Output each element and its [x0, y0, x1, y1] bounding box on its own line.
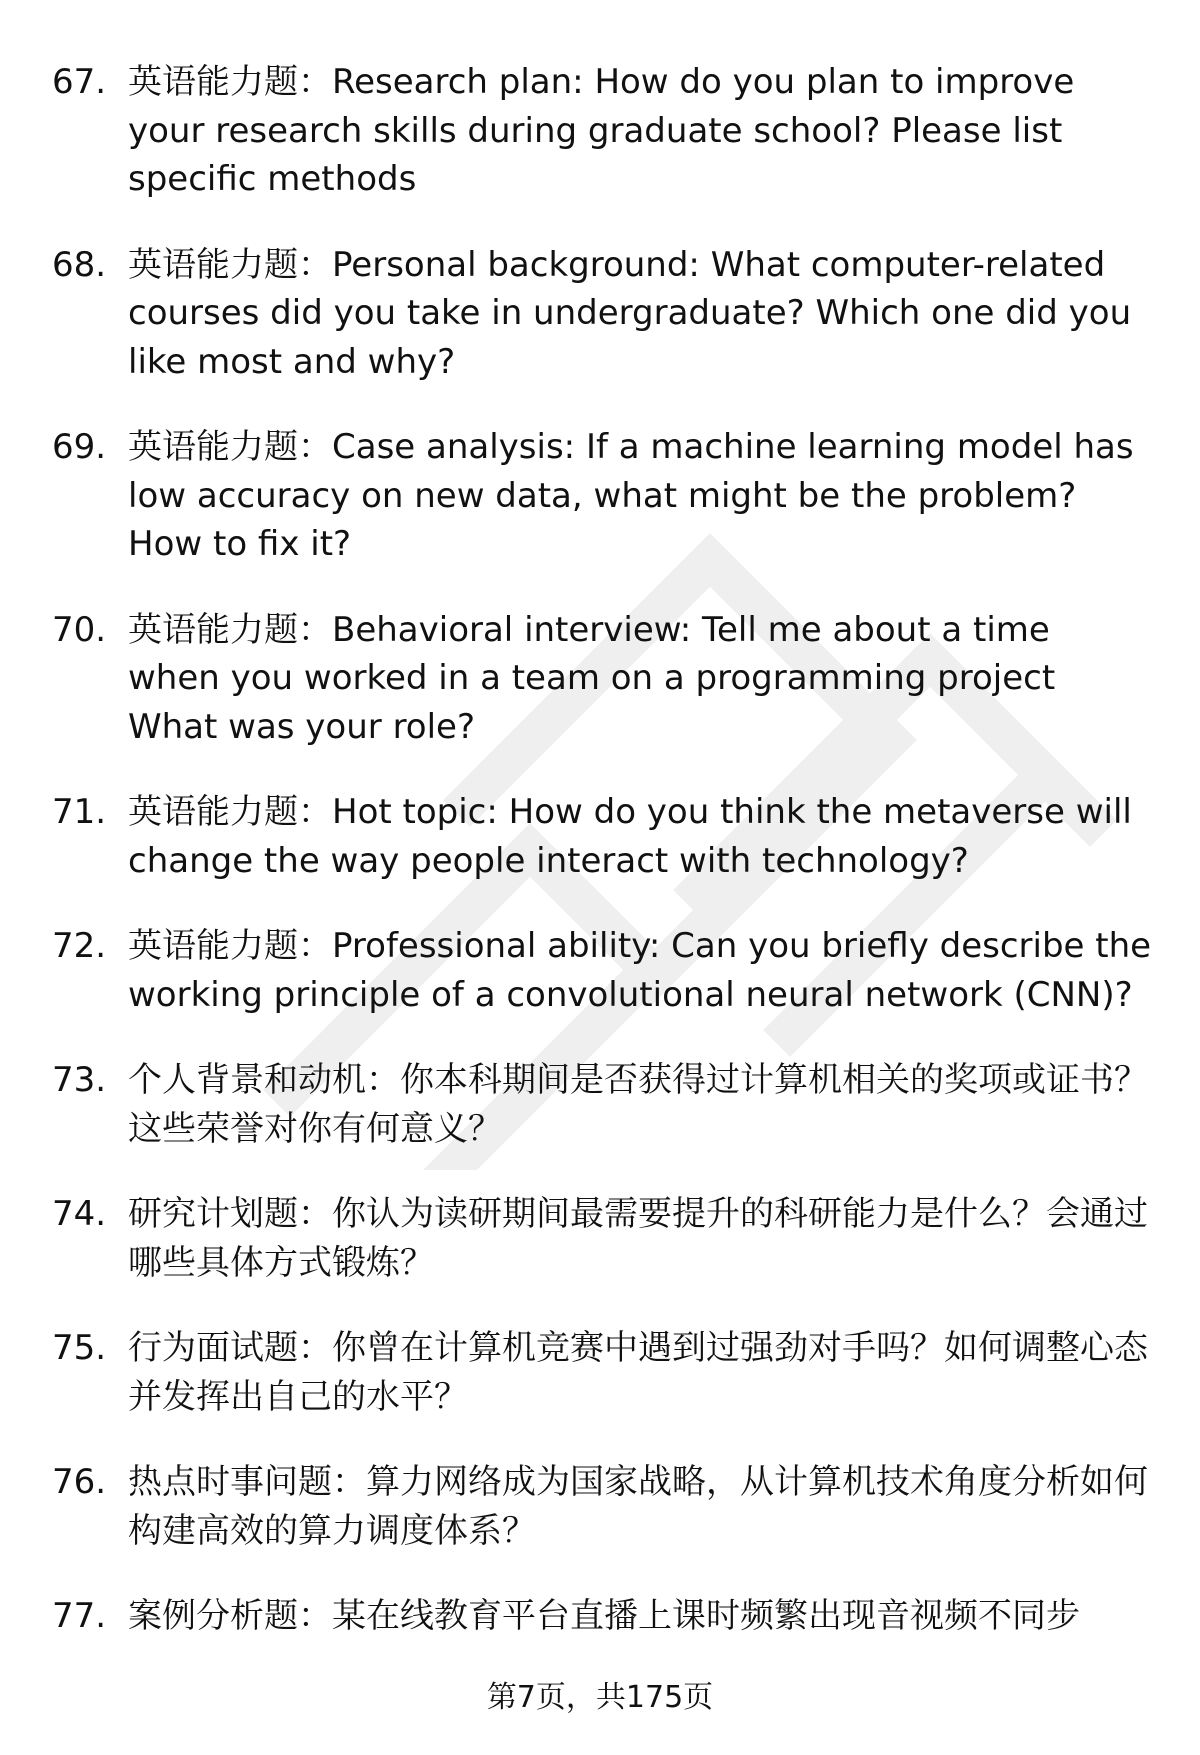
question-text: [128, 241, 1152, 387]
question-number: 77.: [52, 1596, 107, 1636]
question-body: 你本科期间是否获得过计算机相关的奖项或证书？这些荣誉对你有何意义？: [128, 1060, 1148, 1149]
question-text: [128, 58, 1152, 204]
question-number: 67.: [52, 62, 107, 102]
question-body: Case analysis: If a machine learning model has low accuracy on new data, what might be the problem? How to fix it?: [128, 427, 1134, 564]
question-item: [52, 1324, 1152, 1421]
question-number: 68.: [52, 244, 107, 285]
question-number: 71.: [52, 792, 107, 832]
question-number: 76.: [52, 1462, 107, 1502]
question-body: Personal background: What computer-related courses did you take in undergraduate? Which one did you like most and why?: [128, 244, 1132, 382]
question-item: [52, 1190, 1152, 1287]
question-item: [52, 58, 1152, 204]
question-body: Professional ability: Can you briefly describe the working principle of a convolutional neural network (CNN)?: [128, 926, 1152, 1015]
question-text: [128, 606, 1152, 752]
question-body: 算力网络成为国家战略，从计算机技术角度分析如何构建高效的算力调度体系？: [128, 1462, 1148, 1551]
question-text: [128, 1190, 1152, 1287]
question-number: 74.: [52, 1194, 107, 1234]
question-number: 72.: [52, 926, 107, 966]
question-category: 英语能力题：: [128, 609, 332, 650]
question-item: [52, 922, 1152, 1019]
question-text: [128, 1056, 1152, 1153]
question-item: [52, 1056, 1152, 1153]
question-body: Behavioral interview: Tell me about a time when you worked in a team on a programming project What was your role?: [128, 609, 1056, 747]
question-text: [128, 1324, 1152, 1421]
question-category: 个人背景和动机：: [128, 1060, 400, 1100]
question-body: Research plan: How do you plan to improve your research skills during graduate school? Please list specific methods: [128, 62, 1075, 199]
question-body: 某在线教育平台直播上课时频繁出现音视频不同步: [332, 1596, 1080, 1636]
question-category: 英语能力题：: [128, 926, 332, 966]
question-item: [52, 423, 1152, 569]
question-item: [52, 1458, 1152, 1555]
question-text: [128, 1458, 1152, 1555]
question-body: 你曾在计算机竞赛中遇到过强劲对手吗？如何调整心态并发挥出自己的水平？: [128, 1328, 1148, 1417]
question-category: 研究计划题：: [128, 1194, 332, 1234]
question-category: 英语能力题：: [128, 62, 332, 102]
question-item: [52, 241, 1152, 387]
question-text: [128, 1592, 1152, 1641]
question-number: 69.: [52, 427, 107, 467]
question-category: 热点时事问题：: [128, 1462, 366, 1502]
question-number: 75.: [52, 1328, 107, 1368]
page-number: 第7页，共175页: [486, 1680, 714, 1715]
question-number: 73.: [52, 1060, 107, 1100]
question-category: 行为面试题：: [128, 1328, 332, 1368]
question-body: 你认为读研期间最需要提升的科研能力是什么？会通过哪些具体方式锻炼？: [128, 1194, 1148, 1283]
question-body: Hot topic: How do you think the metaverse will change the way people interact with technology?: [128, 792, 1132, 881]
question-item: [52, 1592, 1152, 1641]
question-text: [128, 922, 1152, 1019]
question-category: 英语能力题：: [128, 244, 332, 285]
question-number: 70.: [52, 609, 107, 650]
question-list: [52, 58, 1152, 1678]
question-category: 案例分析题：: [128, 1596, 332, 1636]
question-category: 英语能力题：: [128, 792, 332, 832]
question-text: [128, 788, 1152, 885]
question-item: [52, 788, 1152, 885]
question-text: [128, 423, 1152, 569]
question-item: [52, 606, 1152, 752]
question-category: 英语能力题：: [128, 427, 332, 467]
